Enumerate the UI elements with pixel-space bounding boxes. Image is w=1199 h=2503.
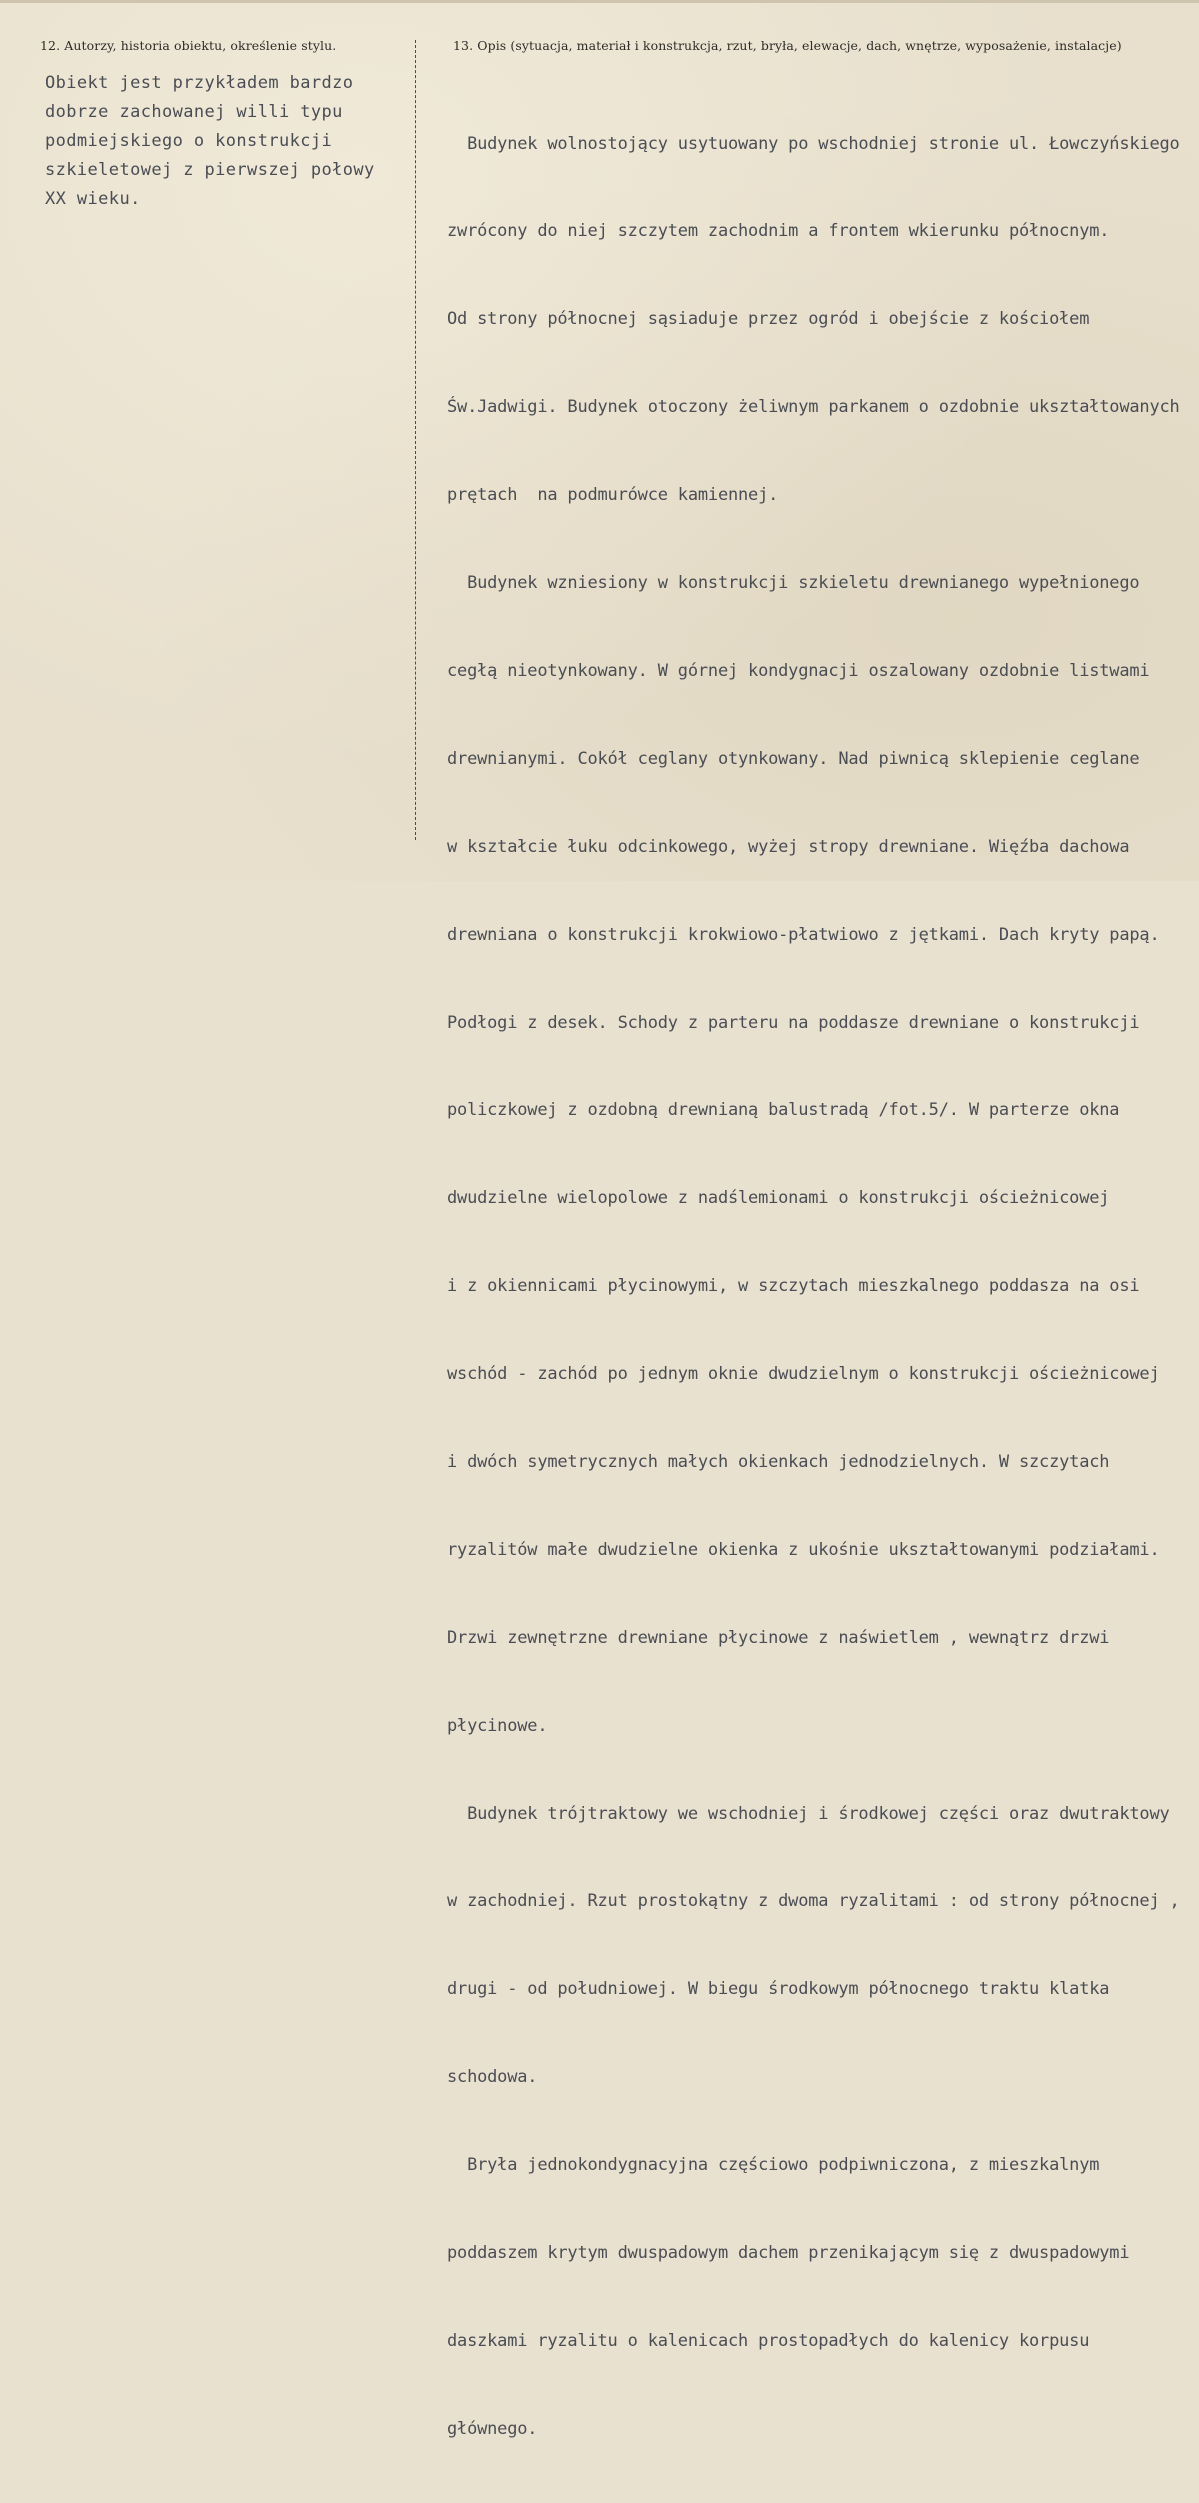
right-line: Św.Jadwigi. Budynek otoczony żeliwnym parkanem o ozdobnie ukształtowanych: [447, 397, 1180, 418]
right-line: policzkowej z ozdobną drewnianą balustradą /fot.5/. W parterze okna: [447, 1100, 1120, 1121]
section-13-header: 13. Opis (sytuacja, materiał i konstrukcja, rzut, bryła, elewacje, dach, wnętrze, wyposażenie, instalacje): [453, 38, 1122, 53]
left-column-text: [45, 69, 375, 214]
right-line: Od strony północnej sąsiaduje przez ogród i obejście z kościołem: [447, 309, 1090, 330]
right-line: Bryła jednokondygnacyjna częściowo podpiwniczona, z mieszkalnym: [447, 2155, 1100, 2176]
right-line: płycinowe.: [447, 1715, 548, 1736]
page-top-edge: [0, 0, 1199, 3]
right-column-text: [447, 71, 1180, 2503]
right-line: Budynek wolnostojący usytuowany po wschodniej stronie ul. Łowczyńskiego: [447, 133, 1180, 154]
right-line: cegłą nieotynkowany. W górnej kondygnacji oszalowany ozdobnie listwami: [447, 660, 1150, 681]
right-line: i dwóch symetrycznych małych okienkach jednodzielnych. W szczytach: [447, 1451, 1110, 1472]
right-line: prętach na podmurówce kamiennej.: [447, 485, 779, 506]
section-12-header: 12. Autorzy, historia obiektu, określenie stylu.: [40, 38, 337, 53]
right-line: wschód - zachód po jednym oknie dwudzielnym o konstrukcji ościeżnicowej: [447, 1364, 1160, 1385]
right-line: Budynek trójtraktowy we wschodniej i środkowej części oraz dwutraktowy: [447, 1803, 1170, 1824]
right-line: schodowa.: [447, 2067, 538, 2088]
left-line: XX wieku.: [45, 189, 141, 209]
left-line: podmiejskiego o konstrukcji: [45, 131, 333, 151]
right-line: zwrócony do niej szczytem zachodnim a frontem wkierunku północnym.: [447, 221, 1110, 242]
right-line: w kształcie łuku odcinkowego, wyżej stropy drewniane. Więźba dachowa: [447, 836, 1130, 857]
right-line: Budynek wzniesiony w konstrukcji szkieletu drewnianego wypełnionego: [447, 573, 1140, 594]
right-line: dwudzielne wielopolowe z nadślemionami o konstrukcji ościeżnicowej: [447, 1188, 1110, 1209]
right-line: drewniana o konstrukcji krokwiowo-płatwiowo z jętkami. Dach kryty papą.: [447, 924, 1160, 945]
right-line: Podłogi z desek. Schody z parteru na poddasze drewniane o konstrukcji: [447, 1012, 1140, 1033]
left-line: dobrze zachowanej willi typu: [45, 102, 343, 122]
column-divider: [415, 40, 416, 840]
right-line: drewnianymi. Cokół ceglany otynkowany. Nad piwnicą sklepienie ceglane: [447, 748, 1140, 769]
right-line: poddaszem krytym dwuspadowym dachem przenikającym się z dwuspadowymi: [447, 2242, 1130, 2263]
right-line: w zachodniej. Rzut prostokątny z dwoma ryzalitami : od strony północnej ,: [447, 1891, 1180, 1912]
left-line: szkieletowej z pierwszej połowy: [45, 160, 375, 180]
right-line: daszkami ryzalitu o kalenicach prostopadłych do kalenicy korpusu: [447, 2330, 1090, 2351]
left-line: Obiekt jest przykładem bardzo: [45, 73, 354, 93]
right-line: Drzwi zewnętrzne drewniane płycinowe z naświetlem , wewnątrz drzwi: [447, 1627, 1110, 1648]
right-line: ryzalitów małe dwudzielne okienka z ukośnie ukształtowanymi podziałami.: [447, 1539, 1160, 1560]
right-line: i z okiennicami płycinowymi, w szczytach mieszkalnego poddasza na osi: [447, 1276, 1140, 1297]
right-line: drugi - od południowej. W biegu środkowym północnego traktu klatka: [447, 1979, 1110, 2000]
right-line: głównego.: [447, 2418, 538, 2439]
